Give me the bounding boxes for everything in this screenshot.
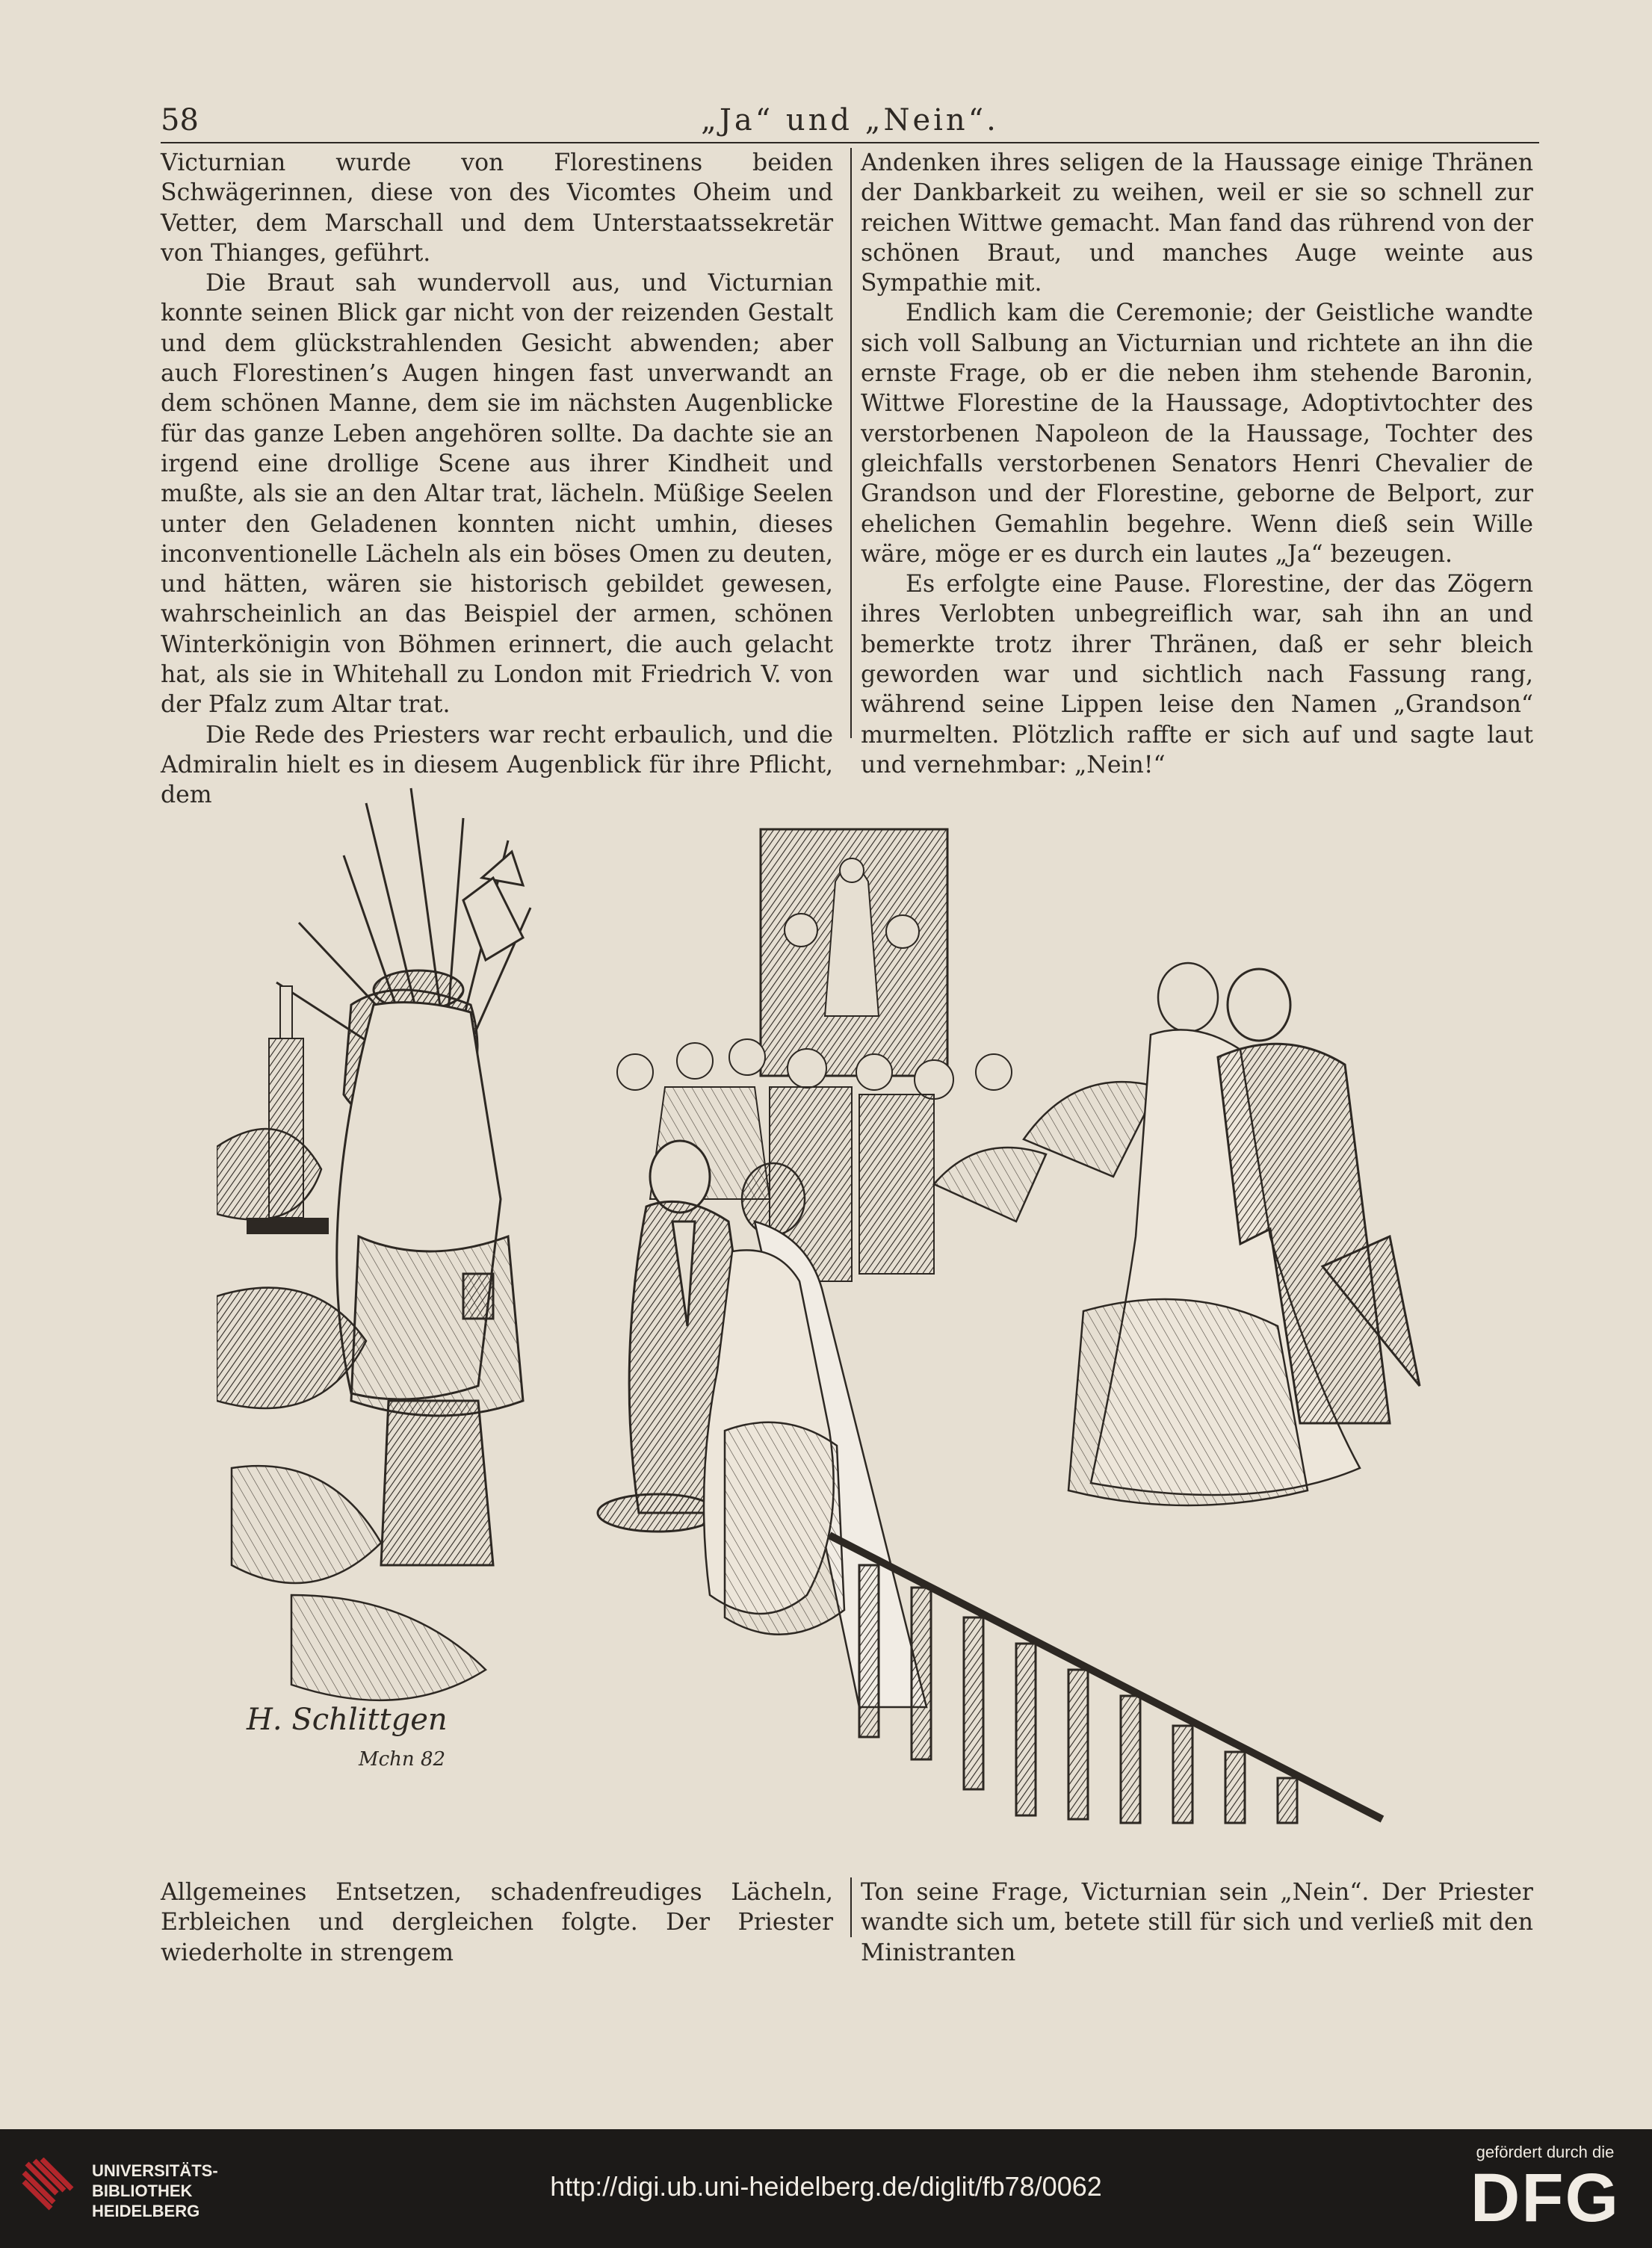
library-name-line: HEIDELBERG <box>92 2202 200 2220</box>
paragraph: Ton seine Frage, Victurnian sein „Nein“. Der Priester wandte sich um, betete still für sich und verließ mit den Ministranten <box>861 1879 1533 1966</box>
wedding-scene-illustration <box>217 758 1472 1834</box>
library-name-line: BIBLIOTHEK <box>92 2182 193 2200</box>
funding-text: gefördert durch die <box>1476 2143 1615 2161</box>
dfg-logo[interactable]: DFG <box>1470 2160 1621 2236</box>
permalink-url[interactable]: http://digi.ub.uni-heidelberg.de/diglit/fb78/0062 <box>550 2171 1102 2202</box>
column-divider <box>850 148 852 738</box>
page-number: 58 <box>161 103 199 137</box>
signature-date: Mchn 82 <box>359 1748 446 1771</box>
text-column-bottom-right <box>861 1877 1533 1968</box>
running-title: „Ja“ und „Nein“. <box>701 103 999 137</box>
paragraph: Allgemeines Entsetzen, schadenfreudiges Lächeln, Erbleichen und dergleichen folgte. Der Priester wiederholte in strengem <box>161 1879 833 1966</box>
priest-figure <box>337 852 523 1565</box>
artist-signature <box>246 1703 448 1771</box>
paragraph: Andenken ihres seligen de la Haussage einige Thränen der Dankbarkeit zu weihen, weil er sie so schnell zur reichen Wittwe gemacht. Man fand das rührend von der schönen Braut, und manches Auge weinte aus Sympathie mit. <box>861 149 1533 297</box>
paragraph: Die Braut sah wundervoll aus, und Victurnian konnte seinen Blick gar nicht von der reizenden Gestalt und dem glückstrahlenden Gesicht abwenden; aber auch Florestinen’s Augen hingen fast unverwandt an dem schönen Manne, dem sie im nächsten Augenblicke für das ganze Leben angehören sollte. Da dachte sie an irgend eine drollige Scene aus ihrer Kindheit und mußte, als sie an den Altar trat, lächeln. Müßige Seelen unter den Geladenen konnten nicht umhin, dieses inconventionelle Lächeln als ein böses Omen zu deuten, und hätten, wären sie historisch gebildet gewesen, wahrscheinlich an das Beispiel der armen, schönen Winterkönigin von Böhmen erinnert, die auch gelacht hat, als sie in Whitehall zu London mit Friedrich V. von der Pfalz zum Altar trat. <box>161 270 833 719</box>
funding-notice <box>1459 2143 1631 2234</box>
altar-doorway <box>761 829 947 1076</box>
paragraph: Die Rede des Priesters war recht erbaulich, und die Admiralin hielt es in diesem Augenblick für ihre Pflicht, dem <box>161 721 833 809</box>
column-divider-bottom <box>850 1877 852 1937</box>
paragraph: Victurnian wurde von Florestinens beiden Schwägerinnen, diese von des Vicomtes Oheim und Vetter, dem Marschall und dem Unterstaatssekretär von Thianges, geführt. <box>161 149 833 267</box>
stair-railing <box>829 1535 1382 1823</box>
signature-name: H. Schlittgen <box>247 1703 448 1737</box>
text-column-bottom-left <box>161 1877 833 1968</box>
running-header <box>161 97 1539 143</box>
paragraph: Endlich kam die Ceremonie; der Geistliche wandte sich voll Salbung an Victurnian und richtete an ihn die ernste Frage, ob er die neben ihm stehende Baronin, Wittwe Florestine de la Haussage, Adoptivtochter des verstorbenen Napoleon de la Haussage, Tochter des gleichfalls verstorbenen Senators Henri Chevalier de Grandson und der Florestine, geborne de Belport, zur ehelichen Gemahlin begehre. Wenn dieß sein Wille wäre, möge er es durch ein lautes „Ja“ bezeugen. <box>861 300 1533 568</box>
text-column-left <box>161 148 833 811</box>
library-name-line: UNIVERSITÄTS- <box>92 2161 218 2180</box>
text-column-right <box>861 148 1533 780</box>
paragraph: Es erfolgte eine Pause. Florestine, der das Zögern ihres Verlobten unbegreiflich war, sah ihn an und bemerkte trotz ihrer Thränen, daß er sehr bleich geworden war und sichtlich nach Fassung rang, während seine Lippen leise den Namen „Grandson“ murmelten. Plötzlich raffte er sich auf und sagte laut und vernehmbar: „Nein!“ <box>861 571 1533 778</box>
digitization-footer <box>0 2129 1652 2248</box>
